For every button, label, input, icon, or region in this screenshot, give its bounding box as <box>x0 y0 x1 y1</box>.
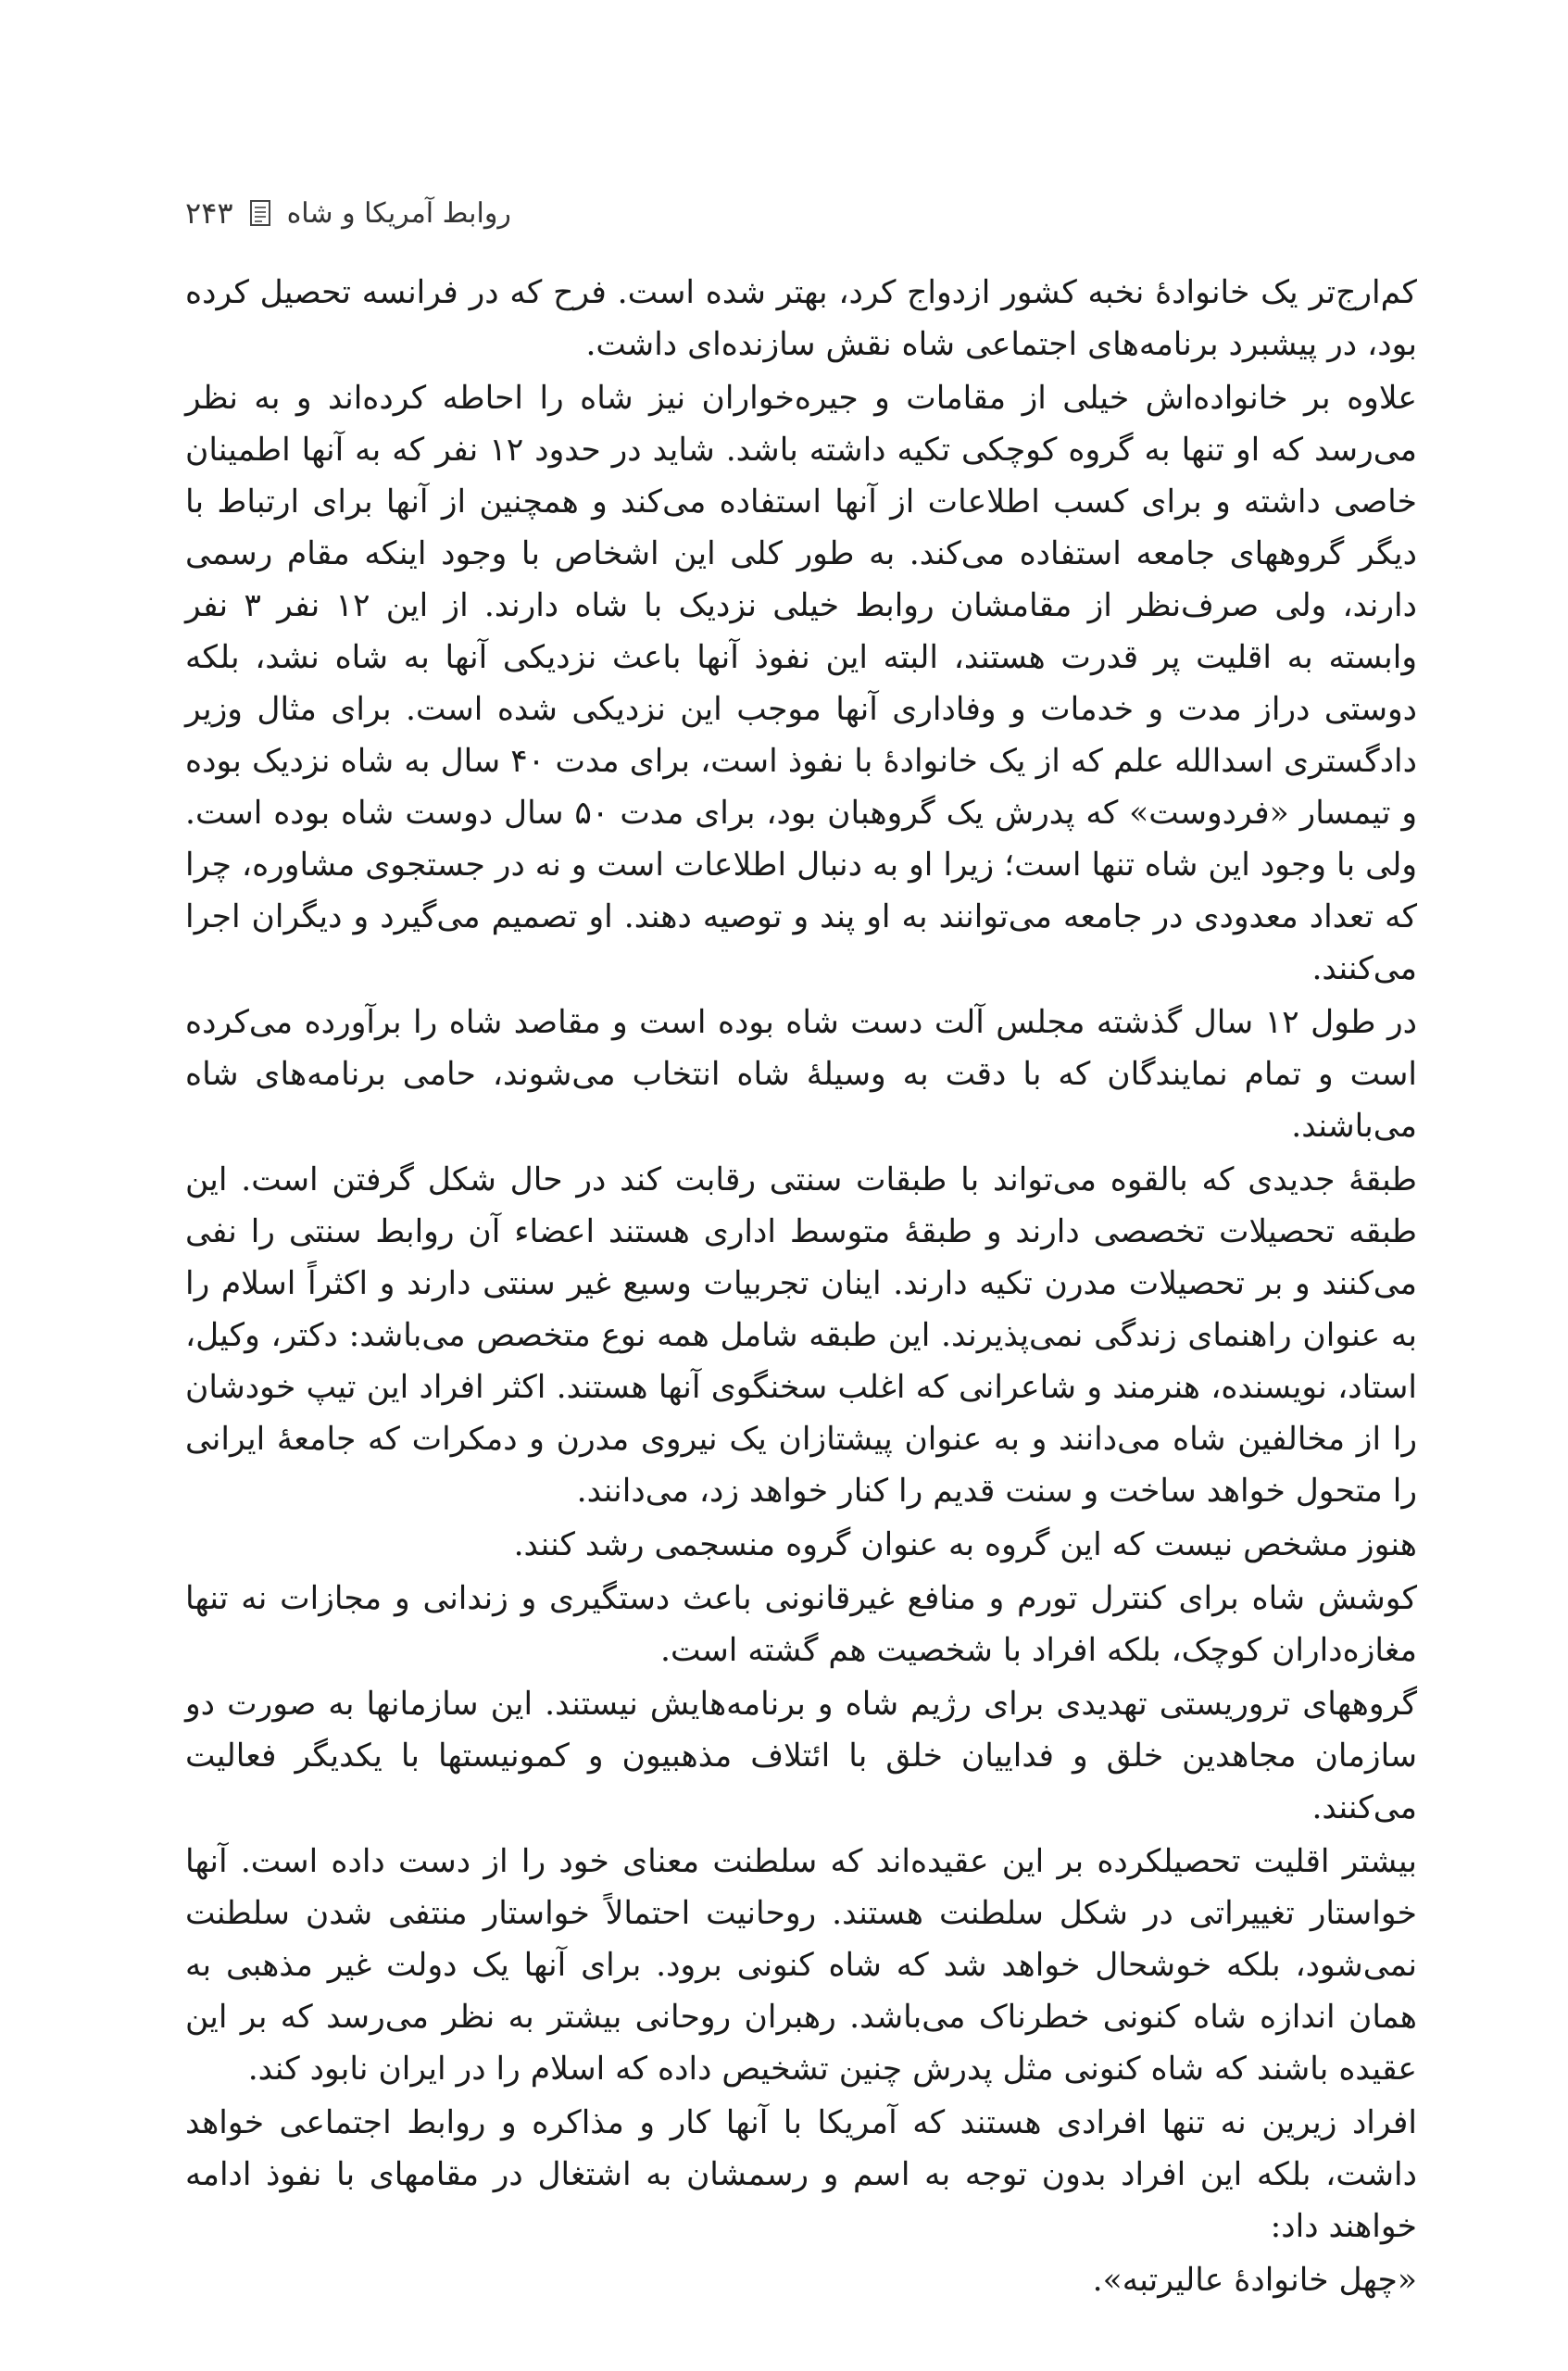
paragraph: کوشش شاه برای کنترل تورم و منافع غیرقانونی باعث دستگیری و زندانی و مجازات نه تنها مغازه‌داران کوچک، بلکه افراد با شخصیت هم گشته است. <box>185 1580 1417 1669</box>
running-title: روابط آمریکا و شاه <box>286 196 511 230</box>
paragraph: افراد زیرین نه تنها افرادی هستند که آمریکا با آنها کار و مذاکره و روابط اجتماعی خواهد داشت، بلکه این افراد بدون توجه به اسم و رسمشان به اشتغال در مقامهای با نفوذ ادامه خواهند داد: <box>185 2104 1417 2245</box>
page-number: ۲۴۳ <box>185 195 233 231</box>
paragraph: در طول ۱۲ سال گذشته مجلس آلت دست شاه بوده است و مقاصد شاه را برآورده می‌کرده است و تمام نمایندگان که با دقت به وسیلهٔ شاه انتخاب می‌شوند، حامی برنامه‌های شاه می‌باشند. <box>185 1004 1417 1145</box>
running-header <box>185 190 1417 236</box>
paragraph: هنوز مشخص نیست که این گروه به عنوان گروه منسجمی رشد کنند. <box>513 1526 1417 1563</box>
body-text <box>185 267 1417 2308</box>
paragraph: کم‌ارج‌تر یک خانوادهٔ نخبه کشور ازدواج کرد، بهتر شده است. فرح که در فرانسه تحصیل کرده بود، در پیشبرد برنامه‌های اجتماعی شاه نقش سازنده‌ای داشت. <box>185 274 1417 363</box>
paragraph: طبقهٔ جدیدی که بالقوه می‌تواند با طبقات سنتی رقابت کند در حال شکل گرفتن است. این طبقه تحصیلات تخصصی دارند و طبقهٔ متوسط اداری هستند اعضاء آن روابط سنتی را نفی می‌کنند و بر تحصیلات مدرن تکیه دارند. اینان تجربیات وسیع غیر سنتی دارند و اکثراً اسلام را به عنوان راهنمای زندگی نمی‌پذیرند. این طبقه شامل همه نوع متخصص می‌باشد: دکتر، وکیل، استاد، نویسنده، هنرمند و شاعرانی که اغلب سخنگوی آنها هستند. اکثر افراد این تیپ خودشان را از مخالفین شاه می‌دانند و به عنوان پیشتازان یک نیروی مدرن و دمکرات که جامعهٔ ایرانی را متحول خواهد ساخت و سنت قدیم را کنار خواهد زد، می‌دانند. <box>185 1161 1417 1510</box>
paragraph: بیشتر اقلیت تحصیلکرده بر این عقیده‌اند که سلطنت معنای خود را از دست داده است. آنها خواستار تغییراتی در شکل سلطنت هستند. روحانیت احتمالاً خواستار منتفی شدن سلطنت نمی‌شود، بلکه خوشحال خواهد شد که شاه کنونی برود. برای آنها یک دولت غیر مذهبی به همان اندازه شاه کنونی خطرناک می‌باشد. رهبران روحانی بیشتر به نظر می‌رسد که بر این عقیده باشند که شاه کنونی مثل پدرش چنین تشخیص داده که اسلام را در ایران نابود کند. <box>185 1843 1417 2088</box>
paragraph: علاوه بر خانواده‌اش خیلی از مقامات و جیره‌خواران نیز شاه را احاطه کرده‌اند و به نظر می‌رسد که او تنها به گروه کوچکی تکیه داشته باشد. شاید در حدود ۱۲ نفر که به آنها اطمینان خاصی داشته و برای کسب اطلاعات از آنها استفاده می‌کند و همچنین از آنها برای ارتباط با دیگر گروههای جامعه استفاده می‌کند. به طور کلی این اشخاص با وجود اینکه مقام رسمی دارند، ولی صرف‌نظر از مقامشان روابط خیلی نزدیک با شاه دارند. از این ۱۲ نفر ۳ نفر وابسته به اقلیت پر قدرت هستند، البته این نفوذ آنها باعث نزدیکی آنها به شاه نشد، بلکه دوستی دراز مدت و خدمات و وفاداری آنها موجب این نزدیکی شده است. برای مثال وزیر دادگستری اسدالله علم که از یک خانوادهٔ با نفوذ است، برای مدت ۴۰ سال به شاه نزدیک بوده و تیمسار «فردوست» که پدرش یک گروهبان بود، برای مدت ۵۰ سال دوست شاه بوده است. ولی با وجود این شاه تنها است؛ زیرا او به دنبال اطلاعات است و نه در جستجوی مشاوره، چرا که تعداد معدودی در جامعه می‌توانند به او پند و توصیه دهند. او تصمیم می‌گیرد و دیگران اجرا می‌کنند. <box>185 380 1418 987</box>
paragraph: گروههای تروریستی تهدیدی برای رژیم شاه و برنامه‌هایش نیستند. این سازمانها به صورت دو سازمان مجاهدین خلق و فداییان خلق با ائتلاف مذهبیون و کمونیستها با یکدیگر فعالیت می‌کنند. <box>185 1686 1417 1826</box>
paragraph: «چهل خانوادهٔ عالیرتبه». <box>1092 2262 1417 2299</box>
document-icon <box>250 200 270 226</box>
